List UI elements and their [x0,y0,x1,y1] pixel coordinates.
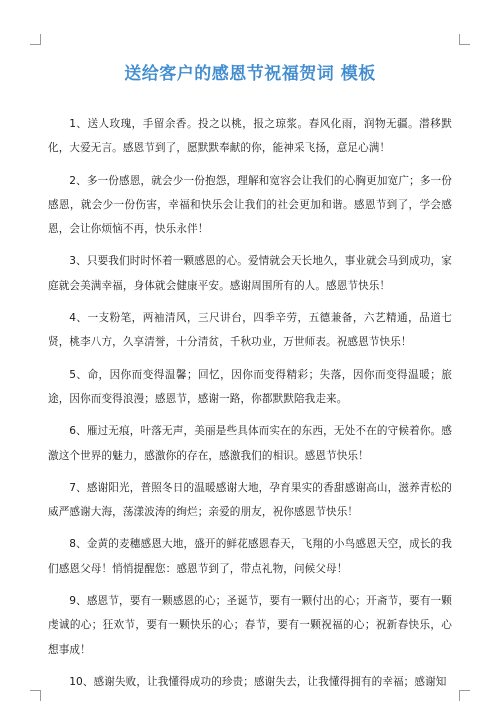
document-body [48,112,452,702]
crop-mark-bottom-left [30,690,41,701]
paragraph-1: 1、送人玫瑰，手留余香。投之以桃，报之琼浆。春风化雨，润物无疆。潜移默化，大爱无言。感恩节到了，愿默默奉献的你，能神采飞扬，意足心满！ [48,118,452,155]
document-title: 送给客户的感恩节祝福贺词 模板 [124,64,376,84]
paragraph-10: 10、感谢失败，让我懂得成功的珍贵；感谢失去，让我懂得拥有的幸福；感谢知 [69,675,447,688]
paragraph-8: 8、金黄的麦穗感恩大地，盛开的鲜花感恩春天，飞翔的小鸟感恩天空，成长的我们感恩父母！悄悄提醒您：感恩节到了，带点礼物，问候父母！ [48,538,452,575]
crop-mark-bottom-right [459,690,470,701]
crop-mark-top-left [30,34,41,45]
paragraph-2: 2、多一份感恩，就会少一份抱怨，理解和宽容会让我们的心胸更加宽广；多一份感恩，就会少一份伤害，幸福和快乐会让我们的社会更加和谐。感恩节到了，学会感恩，会让你烦恼不再，快乐永伴！ [48,174,452,236]
paragraph-3: 3、只要我们时时怀着一颗感恩的心。爱情就会天长地久，事业就会马到成功，家庭就会美满幸福，身体就会健康平安。感谢周围所有的人。感恩节快乐！ [48,255,452,292]
paragraph-4: 4、一支粉笔，两袖清风，三尺讲台，四季辛劳，五德兼备，六艺精通，品道七贤，桃李八方，久享清誉，十分清贫，千秋功业，万世师表。祝感恩节快乐！ [48,312,452,349]
paragraph-9: 9、感恩节，要有一颗感恩的心；圣诞节，要有一颗付出的心；开斋节，要有一颗虔诚的心；狂欢节，要有一颗快乐的心；春节，要有一颗祝福的心；祝新春快乐，心想事成！ [48,595,452,656]
paragraph-5: 5、命，因你而变得温馨；回忆，因你而变得精彩；失落，因你而变得温暖；旅途，因你而变得浪漫；感恩节，感谢一路，你都默默陪我走来。 [48,368,452,405]
paragraph-7: 7、感谢阳光，普照冬日的温暖感谢大地，孕育果实的香甜感谢高山，滋养青松的威严感谢大海，荡漾波涛的绚烂；亲爱的朋友，祝你感恩节快乐！ [48,481,452,519]
crop-mark-top-right [459,34,470,45]
paragraph-6: 6、雁过无痕，叶落无声，美丽是些具体而实在的东西，无处不在的守候着你。感激这个世界的魅力，感激你的存在，感激我们的相识。感恩节快乐！ [48,425,452,462]
